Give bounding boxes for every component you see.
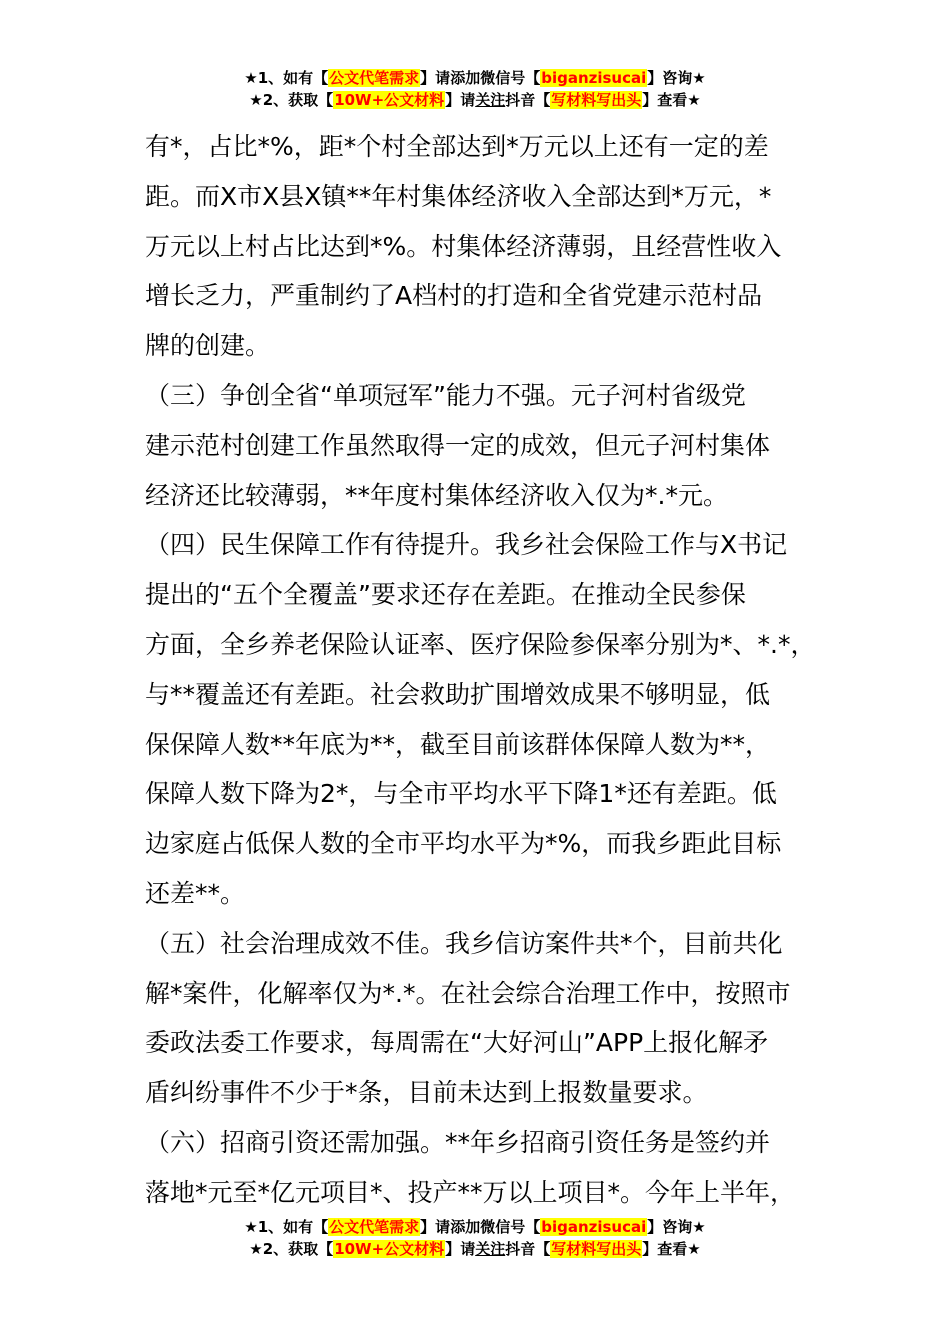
body-line: 牌的创建。 <box>145 331 271 361</box>
document-body <box>145 122 815 1218</box>
body-line: 经济还比较薄弱，**年度村集体经济收入仅为*.*元。 <box>145 480 728 510</box>
banner-highlight: 写材料写出头 <box>551 1240 642 1258</box>
banner-line-2: ★2、获取【10W+公文材料】请关注抖音【写材料写出头】查看★ <box>249 91 701 109</box>
banner-line-1: ★1、如有【公文代笔需求】请添加微信号【biganzisucai】咨询★ <box>244 1218 706 1236</box>
body-line: 保障人数下降为2*，与全市平均水平下降1*还有差距。低 <box>145 779 777 809</box>
banner-highlight: 写材料写出头 <box>551 91 642 109</box>
body-line: 方面，全乡养老保险认证率、医疗保险参保率分别为*、*.*， <box>145 629 816 659</box>
section-heading-6: （六）招商引资还需加强。**年乡招商引资任务是签约并 <box>145 1127 771 1157</box>
banner-highlight: 10W+公文材料 <box>334 1240 445 1258</box>
body-line: 增长乏力，严重制约了A档村的打造和全省党建示范村品 <box>145 281 763 311</box>
body-line: 边家庭占低保人数的全市平均水平为*%，而我乡距此目标 <box>145 829 782 859</box>
body-line: 建示范村创建工作虽然取得一定的成效，但元子河村集体 <box>145 430 771 460</box>
footer-banner <box>0 1216 950 1260</box>
header-banner <box>0 67 950 111</box>
body-line: 盾纠纷事件不少于*条，目前未达到上报数量要求。 <box>145 1078 708 1108</box>
banner-highlight: 公文代笔需求 <box>329 69 420 87</box>
body-line: 落地*元至*亿元项目*、投产**万以上项目*。今年上半年， <box>145 1177 796 1207</box>
body-line: 还差**。 <box>145 878 246 908</box>
body-line: 委政法委工作要求，每周需在“大好河山”APP上报化解矛 <box>145 1028 769 1058</box>
banner-highlight: biganzisucai <box>541 69 647 87</box>
banner-line-1: ★1、如有【公文代笔需求】请添加微信号【biganzisucai】咨询★ <box>244 69 706 87</box>
banner-highlight: 10W+公文材料 <box>334 91 445 109</box>
banner-highlight: 公文代笔需求 <box>329 1218 420 1236</box>
section-heading-4: （四）民生保障工作有待提升。我乡社会保险工作与X书记 <box>145 530 788 560</box>
section-heading-3: （三）争创全省“单项冠军”能力不强。元子河村省级党 <box>145 380 746 410</box>
body-line: 万元以上村占比达到*%。村集体经济薄弱，且经营性收入 <box>145 231 782 261</box>
body-line: 有*，占比*%，距*个村全部达到*万元以上还有一定的差 <box>145 132 769 161</box>
body-line: 保保障人数**年底为**，截至目前该群体保障人数为**， <box>145 729 771 759</box>
banner-line-2: ★2、获取【10W+公文材料】请关注抖音【写材料写出头】查看★ <box>249 1240 701 1258</box>
section-heading-5: （五）社会治理成效不佳。我乡信访案件共*个，目前共化 <box>145 928 783 958</box>
body-line: 距。而X市X县X镇**年村集体经济收入全部达到*万元，* <box>145 181 772 211</box>
body-line: 提出的“五个全覆盖”要求还存在差距。在推动全民参保 <box>145 580 746 610</box>
body-line: 解*案件，化解率仅为*.*。在社会综合治理工作中，按照市 <box>145 978 791 1008</box>
banner-highlight: biganzisucai <box>541 1218 647 1236</box>
body-line: 与**覆盖还有差距。社会救助扩围增效成果不够明显，低 <box>145 679 771 709</box>
